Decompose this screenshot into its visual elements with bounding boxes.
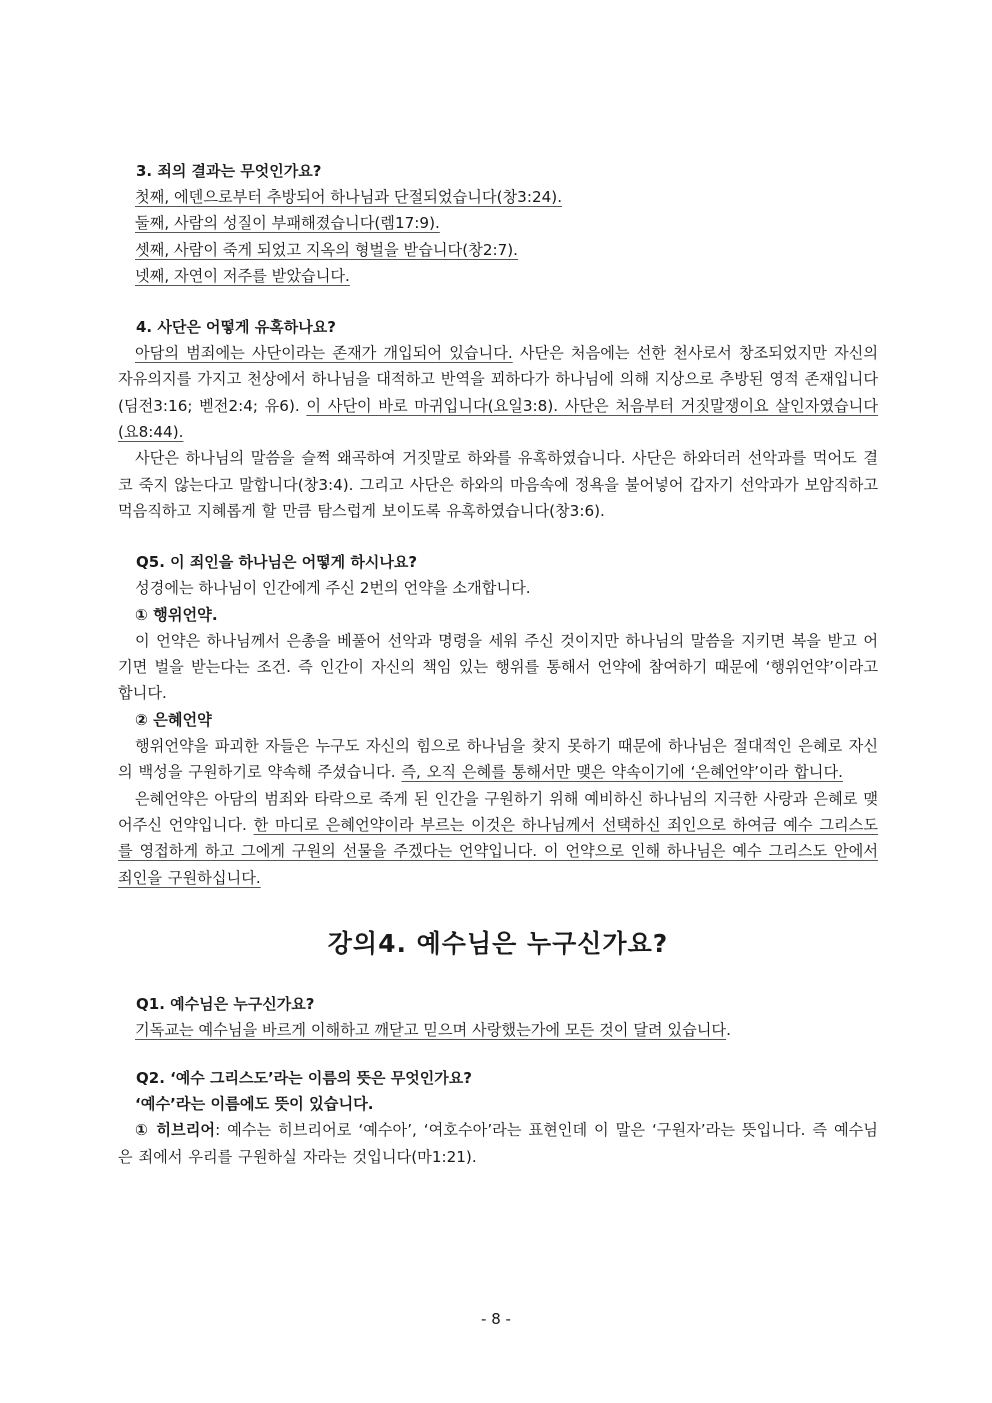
section-heading: Q5. 이 죄인을 하나님은 어떻게 하시나요? bbox=[136, 553, 418, 572]
section-heading: 4. 사단은 어떻게 유혹하나요? bbox=[136, 318, 336, 337]
underlined-text: 넷째, 자연이 저주를 받았습니다. bbox=[135, 266, 350, 285]
list-item bbox=[118, 184, 878, 210]
paragraph bbox=[118, 1117, 878, 1170]
section-heading: Q2. ‘예수 그리스도’라는 이름의 뜻은 무엇인가요? bbox=[136, 1069, 472, 1088]
underlined-text: 한 마디로 은혜언약이라 부르는 이것은 하나님께서 선택하신 죄인으로 하여금 예수 그리스도를 영접하게 하고 그에게 구원의 선물을 주겠다는 언약입니다. 이 언약으로 인해 하나님은 예수 그리스도 안에서 죄인을 구원하십니다. bbox=[118, 815, 879, 887]
term-label: ① 히브리어 bbox=[135, 1121, 216, 1140]
paragraph-text: 은혜언약은 아담의 범죄와 타락으로 죽게 된 인간을 구원하기 위해 예비하신 하나님의 지극한 사랑과 은혜로 맺어주신 언약입니다. bbox=[118, 789, 878, 834]
underlined-text: 이 사단이 바로 마귀입니다(요일3:8). 사단은 처음부터 거짓말쟁이요 살인자였습니다(요8:44). bbox=[118, 396, 878, 442]
paragraph bbox=[118, 340, 878, 445]
list-item bbox=[118, 237, 878, 263]
paragraph bbox=[118, 733, 878, 786]
page-number: - 8 - bbox=[481, 1310, 511, 1328]
subheading: ‘예수’라는 이름에도 뜻이 있습니다. bbox=[135, 1095, 374, 1114]
paragraph-text: 사단은 처음에는 선한 천사로서 창조되었지만 자신의 자유의지를 가지고 천상에서 하나님을 대적하고 반역을 꾀하다가 하나님에 의해 지상으로 추방된 영적 존재입니다(딤전3:16; 벧전2:4; 유6). bbox=[118, 344, 878, 415]
paragraph bbox=[118, 1017, 878, 1043]
section-heading: 3. 죄의 결과는 무엇인가요? bbox=[136, 162, 322, 180]
paragraph: 이 언약은 하나님께서 은총을 베풀어 선악과 명령을 세워 주신 것이지만 하나님의 말씀을 지키면 복을 받고 어기면 벌을 받는다는 조건. 즉 인간이 자신의 책임 있는 행위를 통해서 언약에 참여하기 때문에 ‘행위언약’이라고 합니다. bbox=[118, 631, 878, 703]
paragraph bbox=[118, 786, 878, 891]
paragraph: 성경에는 하나님이 인간에게 주신 2번의 언약을 소개합니다. bbox=[135, 579, 531, 598]
underlined-text: 아담의 범죄에는 사단이라는 존재가 개입되어 있습니다. bbox=[135, 344, 513, 363]
underlined-text: 기독교는 예수님을 바르게 이해하고 깨닫고 믿으며 사랑했는가에 모든 것이 달려 있습니다 bbox=[135, 1020, 727, 1039]
underlined-text: 첫째, 에덴으로부터 추방되어 하나님과 단절되었습니다(창3:24). bbox=[135, 188, 563, 206]
paragraph-text: : 예수는 히브리어로 ‘예수아’, ‘여호수아’라는 표현인데 이 말은 ‘구원자’라는 뜻입니다. 즉 예수님은 죄에서 우리를 구원하실 자라는 것입니다(마1:21). bbox=[118, 1121, 878, 1166]
list-item bbox=[118, 263, 878, 289]
paragraph-text: . bbox=[726, 1020, 731, 1039]
subheading: ① 행위언약. bbox=[135, 605, 218, 624]
underlined-text: 셋째, 사람이 죽게 되었고 지옥의 형벌을 받습니다(창2:7). bbox=[135, 240, 519, 259]
lecture-title: 강의4. 예수님은 누구신가요? bbox=[327, 928, 669, 958]
underlined-text: 즉, 오직 은혜를 통해서만 맺은 약속이기에 ‘은혜언약’이라 합니다. bbox=[401, 763, 843, 782]
paragraph-text: 행위언약을 파괴한 자들은 누구도 자신의 힘으로 하나님을 찾지 못하기 때문에 하나님은 절대적인 은혜로 자신의 백성을 구원하기로 약속해 주셨습니다. bbox=[118, 737, 878, 782]
paragraph: 사단은 하나님의 말씀을 슬쩍 왜곡하여 거짓말로 하와를 유혹하였습니다. 사단은 하와더러 선악과를 먹어도 결코 죽지 않는다고 말합니다(창3:4). 그리고 사단은 하와의 마음속에 정욕을 불어넣어 갑자기 선악과가 보암직하고 먹음직하고 지혜롭게 할 만큼 탐스럽게 보이도록 유혹하였습니다(창3:6). bbox=[118, 449, 878, 520]
document-body bbox=[118, 158, 878, 1170]
subheading: ② 은혜언약 bbox=[135, 710, 212, 729]
section-heading: Q1. 예수님은 누구신가요? bbox=[136, 994, 315, 1013]
underlined-text: 둘째, 사람의 성질이 부패해졌습니다(렘17:9). bbox=[135, 214, 440, 233]
list-item bbox=[118, 210, 878, 236]
